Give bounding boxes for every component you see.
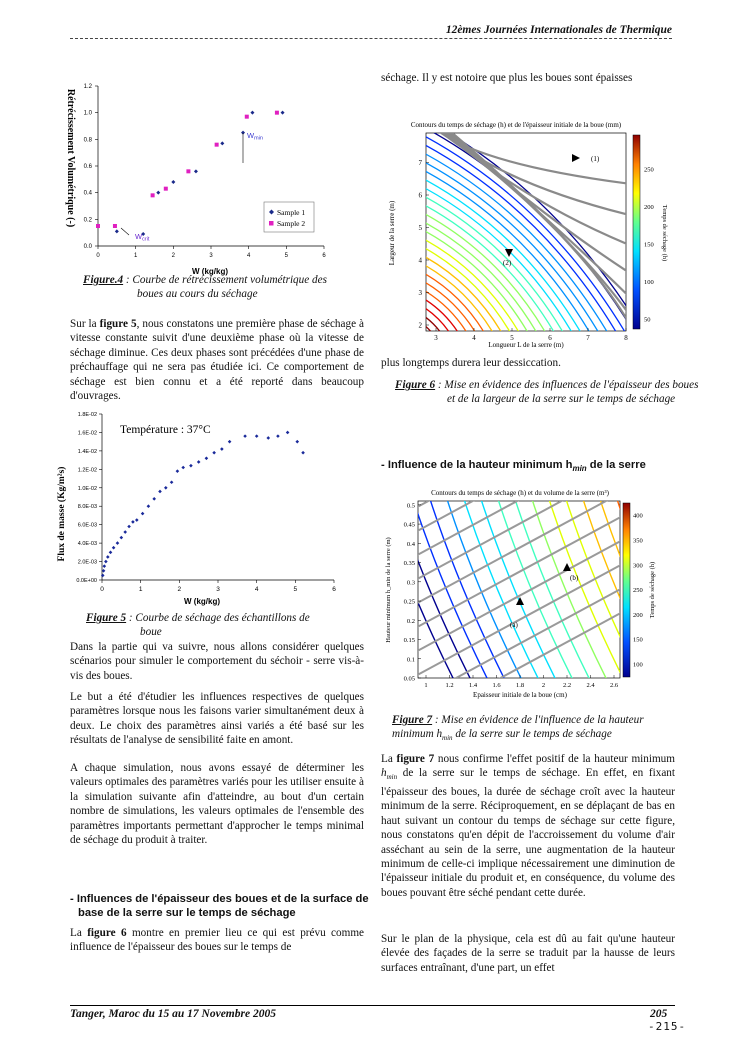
fig6-xtick-label: 5: [510, 334, 514, 342]
fig5-ytick-label: 1.0E-02: [77, 485, 97, 492]
fig6-cb-tick-label: 150: [644, 241, 654, 249]
fig5-ytick-label: 2.0E-03: [77, 559, 97, 566]
fig6-xtick-label: 4: [472, 334, 476, 342]
fig4-ytick-label: 0.0: [83, 244, 92, 250]
fig6-xtick-label: 8: [624, 334, 628, 342]
fig5-point: [266, 436, 270, 440]
figure-5-chart: [50, 404, 368, 610]
fig7-cb-tick-label: 300: [633, 562, 643, 570]
fig4-ytick-label: 1.0: [83, 110, 92, 117]
fig7-marker-a: (a): [510, 621, 518, 629]
fig6-cb-tick-label: 250: [644, 166, 654, 174]
fig5-point: [205, 456, 209, 460]
figure-6-chart: [386, 113, 666, 353]
fig5-point: [116, 541, 120, 545]
fig6-xtick-label: 3: [434, 334, 438, 342]
fig4-point-sample2: [113, 224, 117, 228]
fig4-legend: [264, 202, 314, 232]
fig4-xtick-label: 0: [96, 253, 100, 259]
fig5-point: [104, 560, 108, 564]
fig4-legend-sample2: Sample 2: [277, 219, 306, 228]
fig6-ytick-label: 6: [418, 191, 422, 200]
heading-thickness-surface: - Influences de l'épaisseur des boues et de la surface de base de la serre sur le temps de séchage: [70, 893, 369, 920]
fig4-point-sample2: [186, 169, 190, 173]
fig4-point-sample2: [164, 187, 168, 191]
fig4-point-sample2: [275, 111, 279, 115]
fig5-ytick-label: 0.0E+00: [76, 578, 97, 584]
para-sechage-start: séchage. Il y est notoire que plus les boues sont épaisses: [381, 72, 633, 84]
fig7-cb-tick-label: 100: [633, 661, 643, 669]
fig6-colorbar-label: Temps de séchage (h): [661, 204, 668, 262]
fig7-ytick-label: 0.05: [403, 675, 415, 683]
fig5-xtick-label: 4: [254, 586, 259, 593]
para-scenarios: Dans la partie qui va suivre, nous allons considérer quelques scénarios pour simuler le comportement du séchoir - serre vis-à-vis des boues.: [70, 641, 364, 682]
fig7-ytick-label: 0.45: [403, 521, 415, 529]
fig7-xtick-label: 2.4: [586, 682, 595, 689]
fig5-point: [212, 451, 216, 455]
fig4-ytick-label: 0.4: [83, 190, 92, 197]
fig4-xtick-label: 2: [171, 253, 176, 259]
fig7-colorbar-label: Temps de séchage (h): [649, 561, 656, 619]
fig4-legend-sample1: Sample 1: [277, 208, 306, 217]
fig4-xtick-label: 3: [209, 253, 213, 259]
fig6-ytick-label: 2: [418, 321, 422, 330]
fig4-xtick-label: 6: [322, 253, 326, 259]
fig7-ytick-label: 0.1: [406, 656, 415, 664]
fig5-point: [131, 520, 135, 524]
fig4-xlabel: W (kg/kg): [192, 267, 228, 276]
fig6-cb-tick-label: 200: [644, 204, 654, 211]
fig4-point-sample1: [281, 111, 285, 115]
footer-location: Tanger, Maroc du 15 au 17 Novembre 2005: [70, 1008, 276, 1020]
heading-hmin: - Influence de la hauteur minimum $h_{min}$ de la serre: [381, 459, 646, 474]
figure-4-chart: [58, 78, 368, 276]
fig5-point: [135, 518, 139, 522]
fig7-ylabel: Hauteur minimum h_min de la serre (m): [385, 537, 392, 643]
fig4-point-sample1: [156, 191, 160, 195]
fig7-caption: Figure 7 : Mise en évidence de l'influence de la hauteur minimum $h_{min}$ de la serre sur le temps de séchage: [392, 714, 644, 743]
para-figure6-intro: La figure 6 montre en premier lieu ce qui est prévu comme influence de l'épaisseur des boues sur le temps de: [70, 927, 364, 954]
fig4-ylabel: Rétrécissement Volumétrique (-): [65, 88, 76, 228]
fig4-point-sample2: [215, 143, 219, 147]
fig7-xtick-label: 2: [541, 682, 546, 689]
fig5-ytick-label: 1.6E-02: [77, 430, 97, 437]
fig6-marker-2: (2): [503, 259, 512, 267]
fig5-point: [120, 536, 124, 540]
fig4-point-sample2: [151, 193, 155, 197]
fig5-point: [158, 490, 162, 494]
fig5-point: [164, 486, 168, 490]
fig7-xlabel: Epaisseur initiale de la boue (cm): [473, 691, 567, 699]
fig5-ytick-label: 1.4E-02: [77, 448, 97, 455]
fig7-cb-tick-label: 250: [633, 587, 643, 595]
fig6-ylabel: Largeur de la serre (m): [388, 200, 396, 266]
fig5-point: [181, 466, 185, 470]
fig4-xtick-label: 1: [133, 253, 138, 259]
fig5-caption: Figure 5 : Courbe de séchage des échantillons de boue: [86, 612, 310, 638]
fig5-xtick-label: 3: [216, 586, 220, 593]
fig5-xtick-label: 2: [177, 586, 182, 593]
para-objectives: Le but a été d'étudier les influences respectives de quelques paramètres lorsque nous les faisons varier simultanément deux à deux. Le choix des paramètres ainsi variés a été basé sur les résultats de l'analyse de sensibilité faite en amont.: [70, 691, 364, 747]
fig5-point: [228, 440, 232, 444]
fig4-point-sample1: [171, 180, 175, 184]
para-figure5-intro: Sur la figure 5, nous constatons une première phase de séchage à vitesse constante suivit d'une deuxième phase où la vitesse de séchage diminue. Ces deux phases sont précédées d'une phase de préchauffage qui ne sera pas étudiée ici. Ce comportement de séchage est bien connu et a été reporté dans beaucoup d'ouvrages.: [70, 318, 364, 403]
fig7-time-contour: [633, 496, 713, 688]
fig7-cb-tick-label: 400: [633, 512, 643, 520]
fig6-cb-tick-label: 50: [644, 316, 651, 324]
fig5-xtick-label: 0: [100, 586, 104, 593]
fig4-ytick-label: 0.2: [83, 217, 92, 224]
fig6-caption: Figure 6 : Mise en évidence des influences de l'épaisseur des boues et de la largeur de la serre sur le temps de séchage: [395, 379, 699, 405]
fig5-point: [147, 504, 151, 508]
para-physics: Sur le plan de la physique, cela est dû au fait qu'une hauteur élevée des façades de la serre se traduit par la hausse de leurs surfaces entraînant, d'une part, un effet: [381, 933, 675, 974]
fig6-ytick-label: 3: [418, 289, 422, 297]
journal-header: 12èmes Journées Internationales de Thermique: [445, 24, 672, 36]
fig4-ytick-label: 1.2: [83, 84, 92, 90]
fig6-ytick-label: 5: [418, 224, 422, 232]
fig5-point: [301, 451, 305, 455]
fig5-xtick-label: 6: [332, 586, 336, 593]
fig6-marker-1: (1): [591, 155, 600, 163]
fig7-cb-tick-label: 150: [633, 636, 643, 644]
fig5-point: [127, 525, 131, 529]
fig4-point-sample1: [115, 229, 119, 233]
fig7-colorbar: [623, 503, 630, 677]
fig4-xtick-label: 5: [284, 253, 289, 259]
fig7-ytick-label: 0.15: [403, 637, 415, 645]
fig5-point: [243, 434, 247, 438]
fig5-point: [286, 431, 290, 435]
fig5-point: [170, 480, 174, 484]
fig7-time-contour: [650, 496, 730, 688]
fig6-xlabel: Longueur L de la serre (m): [488, 341, 564, 349]
fig5-point: [189, 464, 193, 468]
fig5-xlabel: W (kg/kg): [184, 597, 220, 606]
fig4-point-sample1: [250, 111, 254, 115]
fig4-point-sample2: [245, 115, 249, 119]
fig5-point: [112, 546, 116, 550]
fig5-ytick-label: 6.0E-03: [77, 522, 97, 529]
fig5-ytick-label: 1.8E-02: [77, 412, 97, 418]
fig7-ytick-label: 0.3: [406, 579, 415, 587]
footer-rule: [70, 1005, 675, 1006]
fig5-point: [295, 440, 299, 444]
fig5-point: [103, 564, 107, 568]
fig7-xtick-label: 1: [424, 682, 428, 689]
fig5-point: [276, 434, 280, 438]
fig5-point: [255, 434, 259, 438]
page-number-alt: -215-: [648, 1020, 687, 1033]
fig6-ytick-label: 4: [418, 256, 422, 265]
fig7-marker-b: (b): [570, 574, 579, 582]
fig5-point: [106, 555, 110, 559]
fig6-xtick-label: 7: [586, 334, 590, 342]
fig6-colorbar: [633, 135, 640, 329]
fig7-title: Contours du temps de séchage (h) et du volume de la serre (m³): [431, 489, 609, 497]
fig5-point: [109, 551, 113, 555]
fig7-cb-tick-label: 200: [633, 611, 643, 619]
fig5-point: [152, 497, 156, 501]
fig7-xtick-label: 1.8: [515, 682, 525, 689]
fig7-xtick-label: 2.6: [609, 682, 619, 689]
fig5-ytick-label: 1.2E-02: [77, 467, 97, 474]
fig5-temperature-label: Température : 37°C: [120, 424, 211, 436]
fig7-xtick-label: 1.6: [492, 682, 501, 689]
page-number: 205: [650, 1008, 668, 1020]
fig7-ytick-label: 0.4: [406, 540, 415, 548]
fig4-ytick-label: 0.6: [83, 164, 92, 170]
para-sechage-end: plus longtemps durera leur dessiccation.: [381, 357, 561, 369]
para-simulations: A chaque simulation, nous avons essayé de déterminer les valeurs optimales des paramètres variés pour les utiliser ensuite à la simulation suivante afin d'atteindre, au bout d'un certain nombre de simulations, les valeurs optimales de l'ensemble des paramètres importants permettant d'approcher le temps minimal de séchage du produit à traiter.: [70, 762, 364, 847]
fig5-point: [197, 460, 201, 464]
fig7-ytick-label: 0.2: [406, 617, 415, 625]
fig7-time-contour: [667, 496, 744, 688]
fig7-xtick-label: 1.4: [468, 682, 478, 689]
fig7-ytick-label: 0.35: [403, 560, 415, 568]
fig4-ytick-label: 0.8: [83, 137, 92, 144]
fig7-xtick-label: 1.2: [445, 682, 454, 689]
fig6-cb-tick-label: 100: [644, 279, 654, 286]
fig7-xtick-label: 2.2: [562, 682, 572, 689]
fig4-point-sample1: [194, 169, 198, 173]
fig5-xtick-label: 1: [138, 586, 143, 593]
fig5-point: [101, 574, 105, 578]
fig5-xtick-label: 5: [293, 586, 298, 593]
figure-7-chart: [380, 485, 680, 707]
header-rule: [70, 38, 672, 39]
fig7-ytick-label: 0.5: [406, 502, 415, 510]
fig4-annot-wmin: $W_{min}$: [247, 131, 263, 142]
fig6-xtick-label: 6: [548, 334, 552, 342]
fig4-annot-wcrit: $W_{crit}$: [135, 232, 150, 243]
para-figure7-discussion: La figure 7 nous confirme l'effet positif de la hauteur minimum $h_{min}$ de la serre sur le temps de séchage. En effet, en fixant l'épaisseur des boues, la durée de séchage croît avec la hauteur minimum de la serre. Réciproquement, en se déplaçant de bas en haut suivant un contour du temps de séchage sur cette figure, nous constatons qu'en dépit de l'accroissement du volume d'air asséchant au sein de la serre, une augmentation de la hauteur minimum de celle-ci implique nécessairement une diminution de l'épaisseur initiale du produit et, en conséquence, du volume des boues pouvant être séché pendant cette durée.: [381, 753, 675, 899]
fig5-ytick-label: 8.0E-03: [77, 504, 97, 511]
fig7-cb-tick-label: 350: [633, 537, 643, 545]
fig5-point: [141, 512, 145, 516]
fig4-xtick-label: 4: [246, 253, 251, 259]
fig4-point-sample2: [96, 224, 100, 228]
fig5-point: [123, 530, 127, 534]
fig5-point: [176, 469, 180, 473]
fig5-point: [220, 447, 224, 451]
fig4-point-sample1: [220, 141, 224, 145]
fig6-title: Contours du temps de séchage (h) et de l'épaisseur initiale de la boue (mm): [410, 121, 622, 129]
fig6-ytick-label: 7: [418, 159, 422, 167]
fig7-ytick-label: 0.25: [403, 598, 415, 606]
fig4-caption: Figure.4 : Courbe de rétrécissement volumétrique des boues au cours du séchage: [83, 274, 327, 300]
fig5-ytick-label: 4.0E-03: [77, 541, 97, 548]
fig5-ylabel: Flux de masse (Kg/m²s): [57, 466, 67, 562]
